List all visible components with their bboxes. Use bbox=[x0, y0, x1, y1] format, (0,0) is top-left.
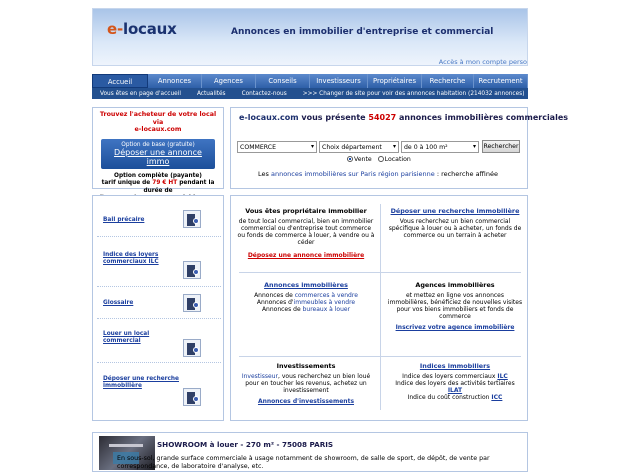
logo-main: locaux bbox=[123, 20, 177, 38]
promo-box bbox=[92, 107, 224, 194]
indices-icc-line bbox=[387, 394, 523, 401]
owner-title: Vous êtes propriétaire immobilier bbox=[245, 207, 367, 215]
nav-annonces[interactable]: Annonces bbox=[148, 74, 202, 88]
building-icon bbox=[183, 261, 201, 279]
site-tagline: Annonces en immobilier d'entreprise et commercial bbox=[231, 27, 494, 37]
full-option-label: Option complète (payante) bbox=[114, 172, 202, 179]
ads-line-bureaux bbox=[237, 306, 375, 313]
invest-section bbox=[237, 363, 375, 405]
investor-link[interactable]: Investisseur bbox=[241, 373, 279, 380]
sidebar-divider bbox=[97, 236, 221, 237]
ad-count: 54027 bbox=[368, 113, 397, 122]
icc-link[interactable]: ICC bbox=[491, 394, 503, 401]
search-document-icon bbox=[183, 388, 201, 406]
invest-text bbox=[237, 373, 375, 394]
ads-line-immeubles bbox=[237, 299, 375, 306]
promo-title bbox=[93, 108, 223, 134]
ads-title[interactable]: Annonces immobilières bbox=[264, 281, 348, 289]
agencies-register-link[interactable]: Inscrivez votre agence immobilière bbox=[395, 324, 515, 331]
nav-investisseurs[interactable]: Investisseurs bbox=[310, 74, 368, 88]
indices-line1-text: Indice des loyers commerciaux bbox=[402, 373, 496, 380]
research-title[interactable]: Déposer une recherche immobilière bbox=[390, 207, 520, 215]
paris-ads-link[interactable]: annonces immobilières sur Paris région parisienne bbox=[270, 170, 435, 178]
sidebar-divider bbox=[97, 362, 221, 363]
indices-ilat-line bbox=[387, 380, 523, 387]
nav-recrutement[interactable]: Recrutement bbox=[474, 74, 528, 88]
book-icon bbox=[183, 294, 201, 312]
invest-title: Investissements bbox=[276, 362, 336, 370]
subnav-news[interactable]: Actualités bbox=[196, 90, 226, 97]
research-section bbox=[387, 208, 523, 239]
sidebar-item-glossaire[interactable]: Glossaire bbox=[103, 300, 134, 306]
search-title-end: annonces immobilières commerciales bbox=[399, 113, 569, 122]
sub-nav bbox=[92, 88, 528, 99]
search-button[interactable]: Rechercher bbox=[482, 140, 520, 153]
property-type-select[interactable]: COMMERCE ▾ bbox=[237, 141, 317, 153]
indices-ilc-line bbox=[387, 373, 523, 380]
indices-line3-text: Indice du coût construction bbox=[407, 394, 490, 401]
invest-text-body: , vous recherchez un bien loué pour en toucher les revenus, achetez un investissement bbox=[245, 373, 371, 394]
nav-accueil[interactable]: Accueil bbox=[92, 74, 148, 88]
invest-ads-link[interactable]: Annonces d'investissements bbox=[257, 398, 355, 405]
deposit-ad-button[interactable] bbox=[101, 139, 215, 169]
indices-ilat-link-line bbox=[387, 387, 523, 394]
sidebar-links bbox=[92, 195, 224, 421]
owner-text: de tout local commercial, bien en immobilier commercial ou d'entreprise tout commerce ou fonds de commerce à louer, à vendre ou à céder bbox=[237, 218, 375, 246]
promo-title-line1: Trouvez l'acheteur de votre local via bbox=[99, 111, 217, 126]
ads-section bbox=[237, 282, 375, 313]
radio-location[interactable] bbox=[378, 156, 384, 162]
document-icon bbox=[183, 210, 201, 228]
owner-deposit-link[interactable]: Déposez une annonce immobilière bbox=[247, 252, 365, 259]
tariff-prefix: tarif unique de bbox=[101, 180, 151, 186]
indices-title[interactable]: Indices immobiliers bbox=[419, 362, 491, 370]
promo-title-line2: e-locaux.com bbox=[134, 126, 182, 133]
subnav-home: Vous êtes en page d'accueil bbox=[100, 90, 181, 97]
department-select[interactable]: Choix département ▾ bbox=[319, 141, 399, 153]
main-nav bbox=[92, 74, 528, 88]
bureaux-link[interactable]: bureaux à louer bbox=[302, 306, 351, 313]
sidebar-item-ilc[interactable]: Indice des loyers commerciaux ILC bbox=[103, 252, 159, 265]
transaction-radio-group bbox=[347, 156, 411, 163]
indices-line2-text: Indice des loyers des activités tertiaires bbox=[395, 380, 515, 387]
shop-icon bbox=[183, 339, 201, 357]
tariff-line bbox=[97, 180, 219, 195]
agencies-section bbox=[387, 282, 523, 331]
sidebar-item-deposer-recherche[interactable]: Déposer une recherche immobilière bbox=[103, 376, 179, 389]
search-title-brand: e-locaux.com bbox=[239, 113, 299, 122]
nav-conseils[interactable]: Conseils bbox=[256, 74, 310, 88]
logo-prefix: e- bbox=[107, 20, 123, 38]
listing-description: En sous-sol, grande surface commerciale à usage notamment de showroom, de salle de sport, de dépôt, de vente par correspondance, de laboratoire d'analyse, etc. bbox=[117, 455, 490, 470]
featured-listing[interactable] bbox=[92, 432, 528, 472]
agencies-title: Agences immobilières bbox=[415, 281, 495, 289]
tariff-price: 79 € HT bbox=[152, 180, 178, 186]
ads-line-commerces bbox=[237, 292, 375, 299]
site-logo[interactable] bbox=[107, 20, 177, 38]
sidebar-divider bbox=[97, 318, 221, 319]
ilat-link[interactable]: ILAT bbox=[447, 387, 463, 394]
agencies-text: et mettez en ligne vos annonces immobilières, bénéficiez de nouvelles visites pour vos biens immobiliers et fonds de commerce bbox=[387, 292, 523, 320]
radio-vente[interactable] bbox=[347, 156, 353, 162]
info-divider-vertical bbox=[380, 204, 381, 410]
search-box bbox=[230, 107, 569, 189]
account-link[interactable]: Accès à mon compte perso bbox=[438, 58, 527, 66]
nav-agences[interactable]: Agences bbox=[202, 74, 256, 88]
surface-select[interactable]: de 0 à 100 m² ▾ bbox=[401, 141, 479, 153]
indices-section bbox=[387, 363, 523, 401]
search-foot-suffix: : recherche affinée bbox=[436, 170, 498, 178]
search-footer bbox=[258, 170, 498, 178]
ilc-link[interactable]: ILC bbox=[497, 373, 508, 380]
radio-vente-label: Vente bbox=[354, 156, 372, 163]
commerces-link[interactable]: commerces à vendre bbox=[294, 292, 358, 299]
nav-proprietaires[interactable]: Propriétaires bbox=[368, 74, 422, 88]
research-text: Vous recherchez un bien commercial spécifique à louer ou à acheter, un fonds de commerce ou un terrain à acheter bbox=[388, 218, 522, 239]
info-panel bbox=[230, 195, 528, 421]
search-title-mid: vous présente bbox=[301, 113, 366, 122]
nav-recherche[interactable]: Recherche bbox=[422, 74, 474, 88]
search-title bbox=[239, 113, 568, 122]
listing-title[interactable]: SHOWROOM à louer - 270 m² - 75008 PARIS bbox=[157, 440, 334, 449]
search-foot-prefix: Les bbox=[258, 170, 269, 178]
tariff-suffix: pendant la durée de bbox=[143, 180, 215, 194]
info-divider bbox=[239, 356, 521, 357]
ads-line1-prefix: Annonces de bbox=[254, 292, 293, 299]
subnav-switch-site[interactable]: >>> Changer de site pour voir des annonces habitation (214032 annonces) bbox=[302, 90, 525, 97]
site-header bbox=[92, 8, 528, 66]
owner-section bbox=[237, 208, 375, 259]
sidebar-item-bail-precaire[interactable]: Bail précaire bbox=[103, 217, 145, 223]
sidebar-item-louer-local[interactable]: Louer un local commercial bbox=[103, 331, 150, 344]
deposit-ad-link[interactable]: Déposer une annonce immo bbox=[114, 147, 202, 166]
basic-option-label: Option de base (gratuite) bbox=[121, 141, 195, 148]
subnav-contact[interactable]: Contactez-nous bbox=[241, 90, 287, 97]
sidebar-divider bbox=[97, 286, 221, 287]
ads-line3-prefix: Annonces de bbox=[261, 306, 301, 313]
info-divider bbox=[239, 272, 521, 273]
immeubles-link[interactable]: immeubles à vendre bbox=[293, 299, 356, 306]
ads-line2-prefix: Annonces d' bbox=[256, 299, 294, 306]
radio-location-label: Location bbox=[384, 156, 411, 163]
